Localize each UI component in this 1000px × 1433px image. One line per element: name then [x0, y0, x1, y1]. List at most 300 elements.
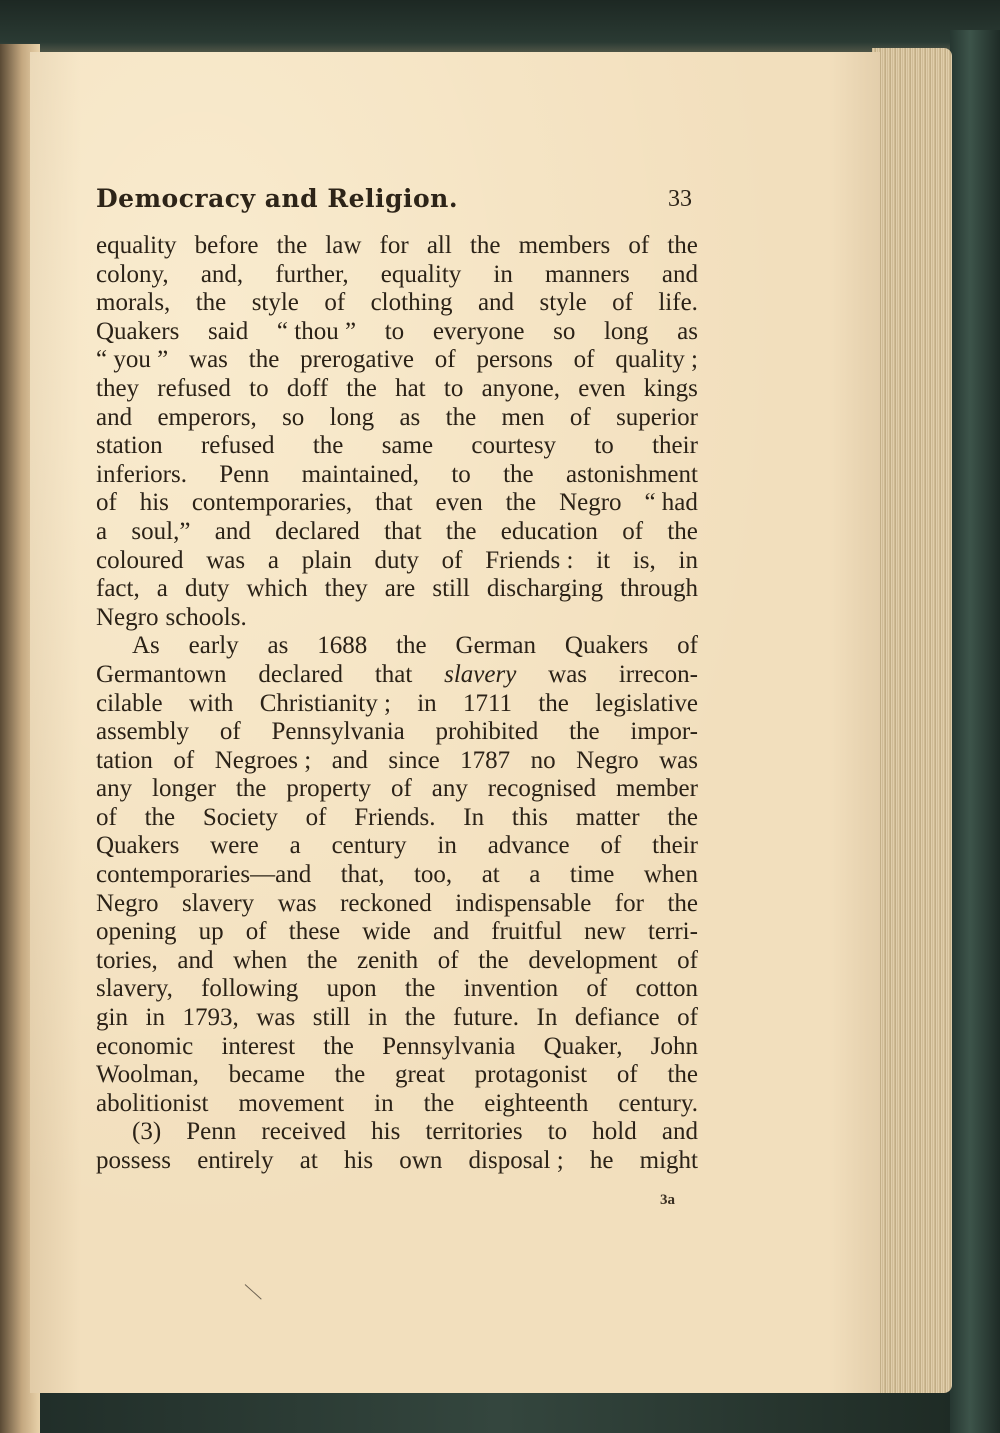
word: early [188, 632, 239, 660]
word: in [367, 1004, 388, 1032]
text-line [96, 547, 698, 576]
word: doff [286, 374, 329, 402]
text-line [96, 890, 698, 919]
word: style [251, 289, 299, 317]
word: in [374, 1089, 394, 1117]
word: for [379, 232, 409, 259]
word: new [584, 918, 626, 946]
word: the [396, 632, 427, 660]
word: interest [221, 1032, 296, 1060]
word: contemporaries—and [96, 861, 312, 889]
word: it [596, 546, 611, 574]
word: was [256, 1004, 296, 1032]
text-line [96, 261, 698, 290]
word: a [156, 575, 168, 603]
word: German [455, 632, 537, 660]
word: century [331, 832, 407, 860]
word: In [463, 803, 485, 831]
word: of [305, 803, 327, 831]
word: 1711 [462, 689, 513, 717]
word: duty [374, 546, 419, 574]
text-line [96, 1090, 698, 1119]
word: a [529, 861, 541, 889]
word: and [432, 918, 470, 946]
word: as [677, 317, 698, 345]
word: Friends. [354, 803, 436, 831]
word: anyone, [481, 374, 561, 402]
word: of [324, 289, 346, 317]
word: became [228, 1061, 305, 1089]
word: “ you ” [96, 346, 169, 374]
word: fruitful [491, 918, 563, 946]
word: Pennsylvania [271, 718, 405, 746]
word: in [493, 260, 513, 288]
word: cilable [96, 689, 163, 717]
word: is, [632, 546, 656, 574]
word: assembly [96, 718, 190, 746]
word: declared [258, 660, 343, 688]
word: contemporaries, [191, 489, 353, 517]
word: Penn [186, 1118, 237, 1146]
word: still [432, 575, 470, 603]
word: so [282, 403, 305, 431]
word: the [445, 517, 477, 545]
word: of [616, 1061, 638, 1089]
word: of [600, 832, 622, 860]
word: astonishment [566, 460, 698, 488]
word: prohibited [435, 718, 539, 746]
word: of [173, 746, 195, 774]
word: Quaker, [543, 1032, 623, 1060]
book-page [30, 52, 880, 1393]
text-line [96, 1118, 698, 1147]
word: everyone [432, 317, 525, 345]
text-line [96, 747, 698, 776]
word: to [451, 460, 471, 488]
word: persons [476, 346, 553, 374]
word: these [288, 918, 341, 946]
text-line [96, 918, 698, 947]
text-line [96, 861, 698, 890]
word: of [573, 346, 595, 374]
word: his [371, 1118, 401, 1146]
word: to [547, 1118, 568, 1146]
word: a [96, 517, 108, 545]
word: was [659, 746, 698, 774]
word: tation [96, 746, 153, 774]
pencil-mark [245, 1284, 262, 1299]
text-line [96, 489, 698, 518]
word: Negro [96, 889, 159, 917]
word: entirely [197, 1147, 274, 1174]
word: eighteenth [484, 1089, 589, 1117]
word: station [96, 432, 163, 460]
word: emperors, [157, 403, 257, 431]
word: to [384, 317, 405, 345]
word: great [394, 1061, 445, 1089]
word: when [643, 861, 698, 889]
word: development [528, 946, 658, 974]
word: 1688 [317, 632, 368, 660]
word: in [437, 832, 457, 860]
word: of [245, 918, 267, 946]
word: quality ; [615, 346, 698, 374]
text-line [96, 832, 698, 861]
word: long [329, 403, 375, 431]
word: cotton [635, 975, 698, 1003]
word: too, [413, 861, 453, 889]
word: the [334, 1061, 366, 1089]
word: any [431, 775, 468, 803]
word: and [661, 1118, 698, 1146]
word: invention [463, 975, 559, 1003]
word: the [667, 1061, 698, 1089]
word: possess [96, 1147, 172, 1174]
word: economic [96, 1032, 194, 1060]
word: that [374, 660, 413, 688]
word: same [381, 432, 434, 460]
word: following [201, 975, 299, 1003]
text-line [96, 1033, 698, 1062]
word: of [677, 1004, 698, 1032]
word: Christianity ; [259, 689, 391, 717]
word: Pennsylvania [382, 1032, 516, 1060]
word: for [614, 889, 644, 917]
word: the [445, 403, 477, 431]
word: of [437, 946, 459, 974]
text-line [96, 375, 698, 404]
word: even [578, 374, 626, 402]
text-line [96, 804, 698, 833]
word: and [214, 517, 251, 545]
word: of [219, 718, 241, 746]
word: refused [200, 432, 275, 460]
word: the [569, 718, 600, 746]
word: equality [380, 260, 462, 288]
page-edges [872, 48, 952, 1393]
word: terri- [647, 918, 698, 946]
word: abolitionist [96, 1089, 209, 1117]
word: wide [362, 918, 411, 946]
word: was [206, 546, 246, 574]
word: of [96, 489, 117, 517]
word: Woolman, [96, 1061, 199, 1089]
word: members [518, 232, 611, 259]
text-line [96, 518, 698, 547]
word: impor- [630, 718, 698, 746]
word: style [539, 289, 587, 317]
word: plain [301, 546, 352, 574]
signature-mark: 3a [660, 1192, 675, 1208]
text-line [96, 947, 698, 976]
word: the [478, 946, 509, 974]
word: property [286, 775, 372, 803]
word: through [620, 575, 698, 603]
word: further, [275, 260, 349, 288]
word: the [346, 374, 377, 402]
word: colony, [96, 260, 169, 288]
word: slavery, [96, 975, 173, 1003]
word: inferiors. [96, 460, 187, 488]
word: In [536, 1004, 558, 1032]
word: century. [618, 1089, 698, 1117]
word: zenith [357, 946, 419, 974]
word: coloured [96, 546, 184, 574]
word: As [132, 632, 160, 660]
word: men [501, 403, 545, 431]
word: and [177, 946, 214, 974]
word: schools. [165, 603, 247, 631]
word: a [267, 546, 279, 574]
word: Quakers [96, 317, 180, 345]
word: which [246, 575, 308, 603]
word: Negro [559, 489, 622, 517]
word: 1793, [182, 1004, 239, 1032]
text-line [96, 718, 698, 747]
word: the [144, 803, 176, 831]
word: Germantown [96, 660, 227, 688]
word: with [188, 689, 234, 717]
word: law [325, 232, 362, 259]
word: the [667, 517, 698, 545]
word: the [404, 1004, 436, 1032]
word: that [384, 517, 422, 545]
word: soul,” [131, 517, 191, 545]
word: John [650, 1032, 698, 1060]
text-line [96, 318, 698, 347]
text-line [96, 690, 698, 719]
word: that, [340, 861, 385, 889]
word: time [569, 861, 615, 889]
word: they [96, 374, 140, 402]
word: education [500, 517, 598, 545]
word: that [375, 489, 413, 517]
word: his [343, 1147, 374, 1174]
word: in [145, 1004, 165, 1032]
word: gin [96, 1004, 128, 1032]
word: Penn [219, 460, 270, 488]
word: morals, [96, 289, 171, 317]
word: the [195, 289, 227, 317]
word: his [139, 489, 169, 517]
text-line [96, 346, 698, 375]
running-head [96, 184, 692, 220]
word: “ thou ” [276, 317, 357, 345]
word: might [639, 1147, 698, 1174]
word: still [312, 1004, 351, 1032]
word: up [198, 918, 224, 946]
word: and [96, 403, 133, 431]
word: the [667, 232, 698, 259]
word: “ had [644, 489, 698, 517]
word: the [505, 489, 537, 517]
word: opening [96, 918, 177, 946]
word: kings [643, 374, 698, 402]
word: longer [152, 775, 216, 803]
word: life. [658, 289, 698, 317]
text-line [96, 1061, 698, 1090]
word: own [399, 1147, 443, 1174]
word: so [553, 317, 576, 345]
word: to [594, 432, 614, 460]
word: of [622, 517, 644, 545]
word: defiance [574, 1004, 660, 1032]
text-line [96, 289, 698, 318]
word: any [96, 775, 133, 803]
text-line [96, 661, 698, 690]
word: movement [238, 1089, 345, 1117]
word: received [261, 1118, 347, 1146]
word: irrecon- [618, 660, 698, 688]
word: the [276, 232, 308, 259]
word: of [628, 232, 650, 259]
word: and [477, 289, 515, 317]
body-text [96, 232, 698, 1176]
word: as [267, 632, 289, 660]
book-cover-right [950, 30, 1000, 1433]
word: Quakers [96, 832, 180, 860]
word: tories, [96, 946, 158, 974]
word: at [299, 1147, 318, 1174]
word: refused [157, 374, 231, 402]
word: since [388, 746, 440, 774]
word: the [404, 975, 436, 1003]
word: their [652, 432, 698, 460]
word: duty [184, 575, 230, 603]
word: maintained, [301, 460, 419, 488]
word: all [426, 232, 452, 259]
word: and [661, 260, 698, 288]
word: when [233, 946, 288, 974]
word: member [616, 775, 698, 803]
text-line [96, 632, 698, 661]
word: Negroes ; [214, 746, 312, 774]
word: was [189, 346, 228, 374]
word: slavery [444, 660, 517, 688]
word: equality [96, 232, 177, 259]
word: the [423, 1089, 455, 1117]
word: of [441, 546, 463, 574]
word: they [324, 575, 368, 603]
word: the [312, 432, 344, 460]
word: protagonist [474, 1061, 588, 1089]
word: their [652, 832, 698, 860]
word: of [677, 946, 698, 974]
word: at [481, 861, 500, 889]
word: prerogative [300, 346, 414, 374]
word: reckoned [340, 889, 432, 917]
word: the [306, 946, 338, 974]
word: future. [453, 1004, 519, 1032]
word: this [511, 803, 548, 831]
word: to [249, 374, 269, 402]
word: discharging [486, 575, 604, 603]
word: indispensable [455, 889, 592, 917]
word: in [417, 689, 437, 717]
word: matter [575, 803, 640, 831]
text-line [96, 461, 698, 490]
word: Negro [576, 746, 639, 774]
word: the [503, 460, 534, 488]
word: was [548, 660, 588, 688]
word: Society [202, 803, 278, 831]
text-line [96, 975, 698, 1004]
word: was [277, 889, 317, 917]
word: superior [616, 403, 698, 431]
word: Quakers [564, 632, 649, 660]
word: said [207, 317, 249, 345]
word: of [612, 289, 633, 317]
word: the [667, 889, 698, 917]
word: of [434, 346, 456, 374]
word: fact, [96, 575, 140, 603]
word: of [390, 775, 412, 803]
word: in [678, 546, 698, 574]
word: (3) [132, 1118, 162, 1146]
word: before [194, 232, 259, 259]
word: territories [425, 1118, 523, 1146]
word: courtesy [471, 432, 557, 460]
running-title: Democracy and Religion. [96, 184, 459, 213]
text-line [96, 432, 698, 461]
word: and, [200, 260, 244, 288]
word: Negro [96, 603, 159, 631]
word: 1787 [460, 746, 511, 774]
word: hold [592, 1118, 637, 1146]
word: even [435, 489, 483, 517]
word: no [530, 746, 556, 774]
word: were [210, 832, 259, 860]
word: legislative [595, 689, 698, 717]
word: of [569, 403, 591, 431]
word: manners [545, 260, 630, 288]
word: the [323, 1032, 354, 1060]
text-line [96, 232, 698, 261]
word: advance [487, 832, 570, 860]
word: of [586, 975, 608, 1003]
word: Friends : [485, 546, 574, 574]
word: the [667, 803, 698, 831]
text-line [96, 575, 698, 604]
text-line [96, 1004, 698, 1033]
word: slavery [181, 889, 255, 917]
word: declared [275, 517, 360, 545]
text-line [96, 1147, 698, 1176]
word: the [469, 232, 501, 259]
word: the [538, 689, 569, 717]
word: a [289, 832, 301, 860]
word: of [96, 803, 117, 831]
word: recognised [487, 775, 597, 803]
word: are [384, 575, 416, 603]
word: disposal ; [468, 1147, 564, 1174]
word: the [248, 346, 280, 374]
text-line [96, 604, 698, 633]
word: he [589, 1147, 614, 1174]
word: to [443, 374, 464, 402]
word: upon [326, 975, 377, 1003]
word: long [603, 317, 649, 345]
word: and [331, 746, 368, 774]
text-line [96, 775, 698, 804]
book-cover-top [0, 0, 1000, 60]
page-number: 33 [668, 186, 692, 212]
word: clothing [370, 289, 453, 317]
word: the [235, 775, 267, 803]
word: hat [395, 374, 426, 402]
text-line [96, 404, 698, 433]
word: as [399, 403, 421, 431]
